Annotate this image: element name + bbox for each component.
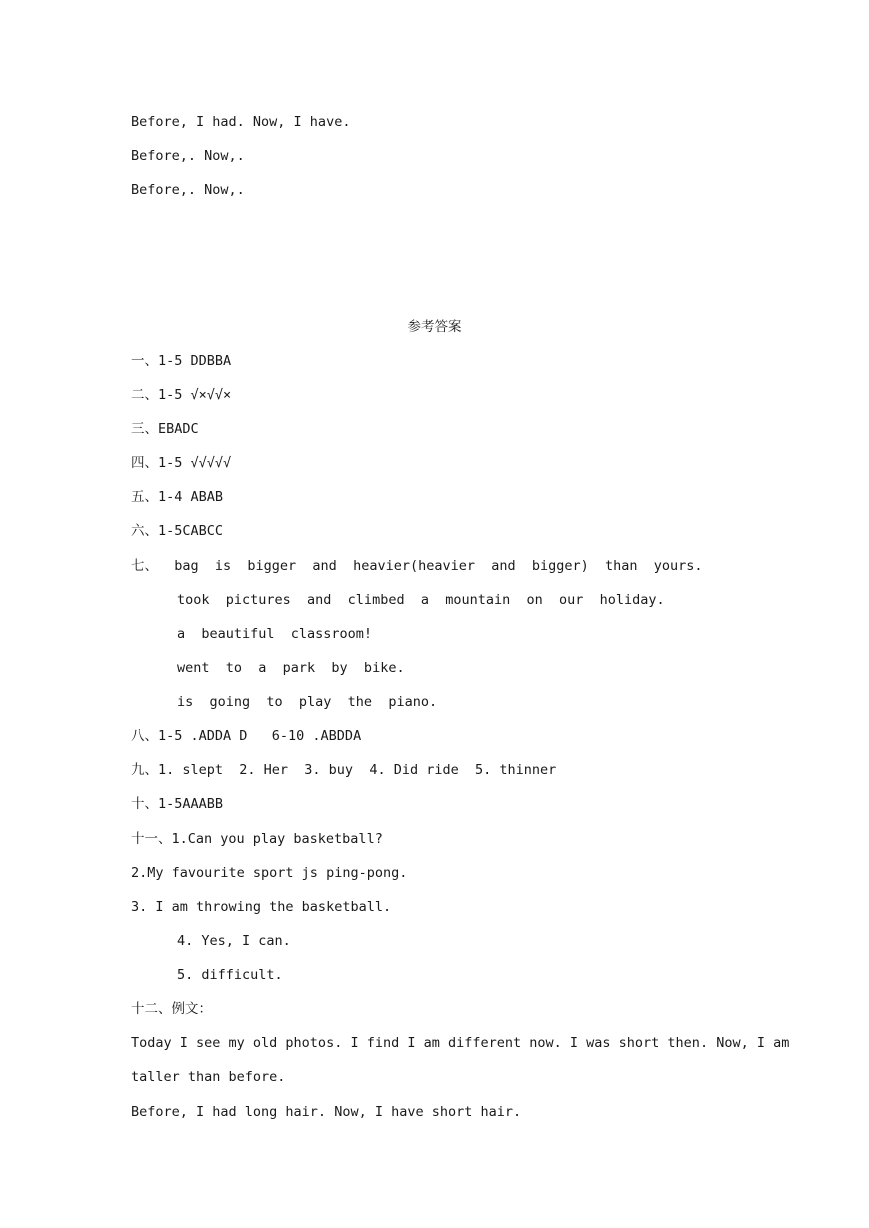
answer-7-line-2: took pictures and climbed a mountain on our holiday. bbox=[177, 592, 665, 608]
answer-12-heading: 十二、例文： bbox=[131, 1001, 212, 1017]
answer-7-line-4: went to a park by bike. bbox=[177, 660, 405, 676]
answer-11-line-4: 4. Yes, I can. bbox=[177, 933, 291, 949]
answer-11-line-1: 十一、1.Can you play basketball? bbox=[131, 831, 383, 847]
answer-12-line-1: Today I see my old photos. I find I am different now. I was short then. Now, I am bbox=[131, 1035, 790, 1051]
answer-5: 五、1-4 ABAB bbox=[131, 489, 224, 505]
answer-12-line-2: taller than before. bbox=[131, 1069, 286, 1085]
answer-3: 三、EBADC bbox=[131, 421, 199, 437]
answer-9: 九、1. slept 2. Her 3. buy 4. Did ride 5. thinner bbox=[131, 762, 557, 778]
answer-7-line-1: 七、 bag is bigger and heavier(heavier and bigger) than yours. bbox=[131, 558, 703, 574]
answer-2: 二、1-5 √×√√× bbox=[131, 387, 232, 403]
answer-11-line-5: 5. difficult. bbox=[177, 967, 283, 983]
answer-1: 一、1-5 DDBBA bbox=[131, 353, 232, 369]
answer-4: 四、1-5 √√√√√ bbox=[131, 455, 232, 471]
line-top-1: Before, I had. Now, I have. bbox=[131, 114, 351, 130]
answer-7-line-3: a beautiful classroom! bbox=[177, 626, 373, 642]
answer-10: 十、1-5AAABB bbox=[131, 796, 224, 812]
answer-8: 八、1-5 .ADDA D 6-10 .ABDDA bbox=[131, 728, 362, 744]
answer-11-line-2: 2.My favourite sport js ping-pong. bbox=[131, 865, 408, 881]
line-top-2: Before,. Now,. bbox=[131, 148, 245, 164]
answer-12-line-3: Before, I had long hair. Now, I have short hair. bbox=[131, 1104, 522, 1120]
answer-6: 六、1-5CABCC bbox=[131, 523, 224, 539]
line-top-3: Before,. Now,. bbox=[131, 182, 245, 198]
answers-title: 参考答案 bbox=[407, 319, 462, 335]
answer-7-line-5: is going to play the piano. bbox=[177, 694, 438, 710]
answer-11-line-3: 3. I am throwing the basketball. bbox=[131, 899, 392, 915]
